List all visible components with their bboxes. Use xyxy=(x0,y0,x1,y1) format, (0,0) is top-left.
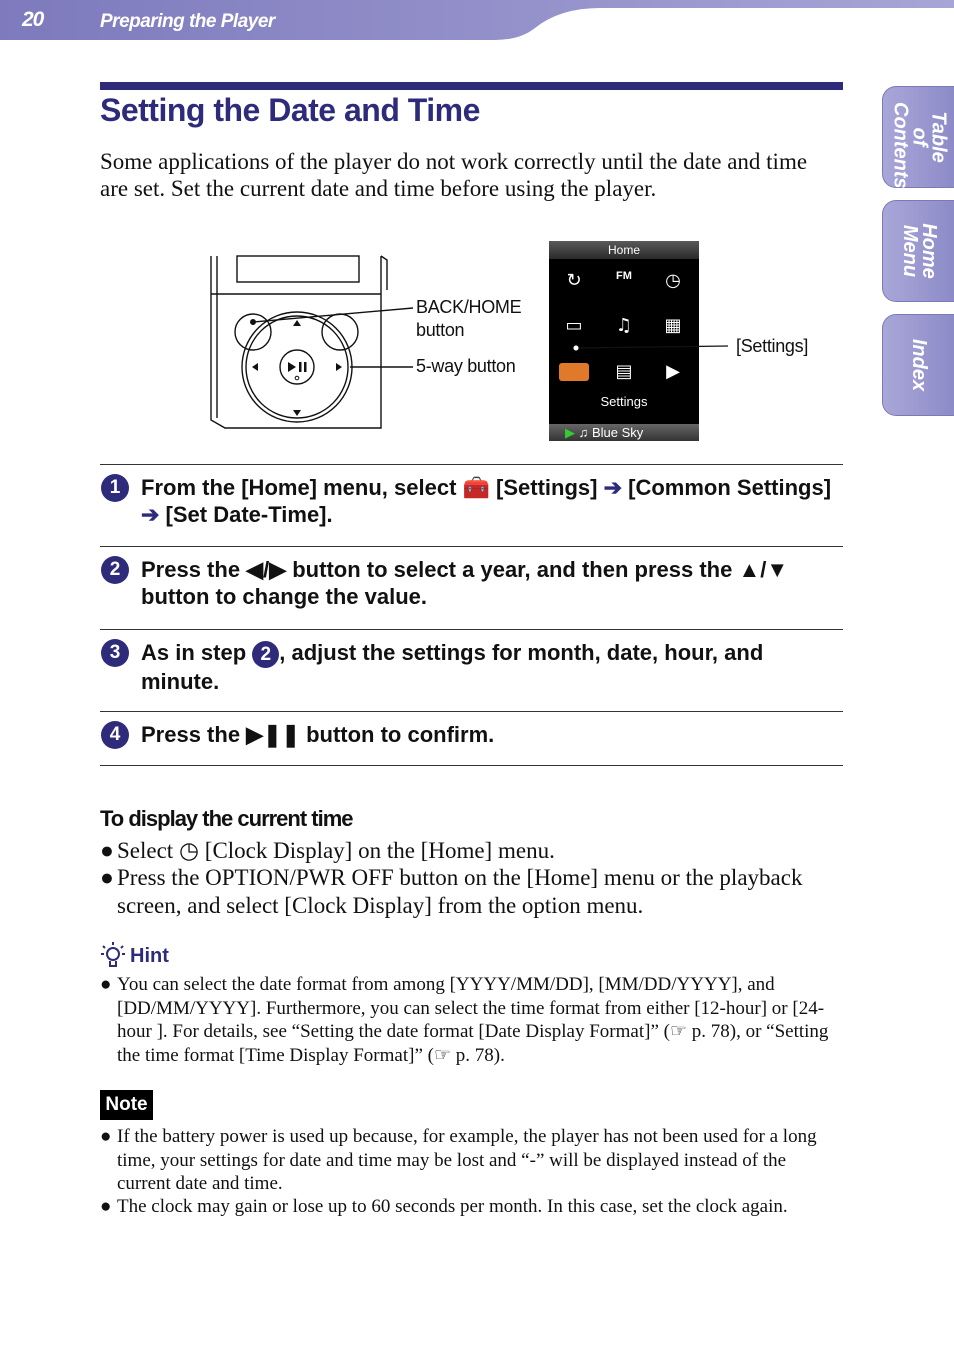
subsection-heading: To display the current time xyxy=(100,806,353,831)
page-reference-icon: ☞ xyxy=(433,1044,452,1066)
step-4-text: Press the ▶❚❚ button to confirm. xyxy=(141,722,495,747)
page-number: 20 xyxy=(22,8,44,31)
video-icon: ▦ xyxy=(664,315,682,336)
page-reference-icon: ☞ xyxy=(669,1021,687,1042)
play-indicator-icon: ▶ xyxy=(565,425,579,440)
music-icon: ♫ xyxy=(615,315,633,336)
step-rule xyxy=(100,546,843,547)
hint-text: ● You can select the date format from among [YYYY/MM/DD], [MM/DD/YYYY], and [DD/MM/YYYY]. Furthermore, you can select the time format from either [12-hour] or [24-hour ]. For details, see “Setting the date format [Date Display Format]” (☞ p. 78), or “Setting the time format [Time Display Format]” (☞ p. 78). xyxy=(100,974,829,1066)
left-right-icon: ◀/▶ xyxy=(246,557,287,582)
step-rule xyxy=(100,765,843,766)
step-ref-badge: 2 xyxy=(252,641,279,668)
hint-label: Hint xyxy=(130,945,169,967)
tab-table-of-contents[interactable]: Table of Contents xyxy=(882,86,954,188)
step-number: 4 xyxy=(101,721,129,749)
clock-icon: ◷ xyxy=(665,270,681,291)
screen-selected-label: Settings xyxy=(600,394,648,409)
hint-lightbulb-icon xyxy=(100,940,128,970)
back-home-label: BACK/HOME xyxy=(416,297,522,317)
step-number: 2 xyxy=(101,556,129,584)
screen-title: Home xyxy=(549,241,699,259)
back-home-label-line2: button xyxy=(416,320,465,340)
podcast-icon: ▤ xyxy=(615,361,633,382)
step-rule xyxy=(100,711,843,712)
step-rule xyxy=(100,629,843,630)
list-item: ● If the battery power is used up because, for example, the player has not been used for a long time, your settings for date and time may be lost and “-” will be displayed instead of the current date and time. xyxy=(100,1126,817,1194)
note-label: Note xyxy=(100,1090,153,1120)
intro-text: Some applications of the player do not work correctly until the date and time are set. Set the current date and time before using the player. xyxy=(100,149,808,201)
step-number: 1 xyxy=(101,474,129,502)
player-illustration xyxy=(205,250,555,440)
settings-toolbox-icon: 🧰 xyxy=(462,475,490,500)
arrow-icon: ➔ xyxy=(141,502,160,527)
step-3-text: As in step 2 , adjust the settings for month, date, hour, and minute. xyxy=(141,640,764,694)
clock-icon: ◷ xyxy=(178,838,200,863)
play-pause-icon: ▶❚❚ xyxy=(246,722,300,747)
tab-home-menu[interactable]: Home Menu xyxy=(882,200,954,302)
now-playing-icon: ▶ xyxy=(666,361,680,382)
photo-icon: ▭ xyxy=(565,315,583,336)
step-2-text: Press the ◀/▶ button to select a year, and then press the ▲/▼ button to change the value. xyxy=(141,557,789,609)
title-rule xyxy=(100,82,843,90)
shuffle-icon: ↻ xyxy=(566,270,582,291)
fm-icon: FM xyxy=(616,270,632,282)
up-down-icon: ▲/▼ xyxy=(738,557,789,582)
step-1-text: From the [Home] menu, select 🧰 [Settings] ➔ [Common Settings] ➔ [Set Date-Time]. xyxy=(141,475,832,527)
settings-label: [Settings] xyxy=(736,336,809,356)
now-playing-title: ▶ ♫ Blue Sky xyxy=(565,425,644,440)
step-number: 3 xyxy=(101,639,129,667)
settings-icon xyxy=(559,363,589,381)
five-way-label: 5-way button xyxy=(416,356,516,376)
list-item: ● The clock may gain or lose up to 60 seconds per month. In this case, set the clock again. xyxy=(100,1196,788,1217)
settings-callout-line xyxy=(570,340,730,360)
step-rule xyxy=(100,464,843,465)
tab-index[interactable]: Index xyxy=(882,314,954,416)
list-item: ● Press the OPTION/PWR OFF button on the [Home] menu or the playback screen, and select [Clock Display] from the option menu. xyxy=(100,865,803,918)
page-title: Setting the Date and Time xyxy=(100,92,480,128)
section-title: Preparing the Player xyxy=(100,11,275,32)
list-item: ● Select ◷ [Clock Display] on the [Home] menu. xyxy=(100,838,555,863)
arrow-icon: ➔ xyxy=(603,475,623,500)
